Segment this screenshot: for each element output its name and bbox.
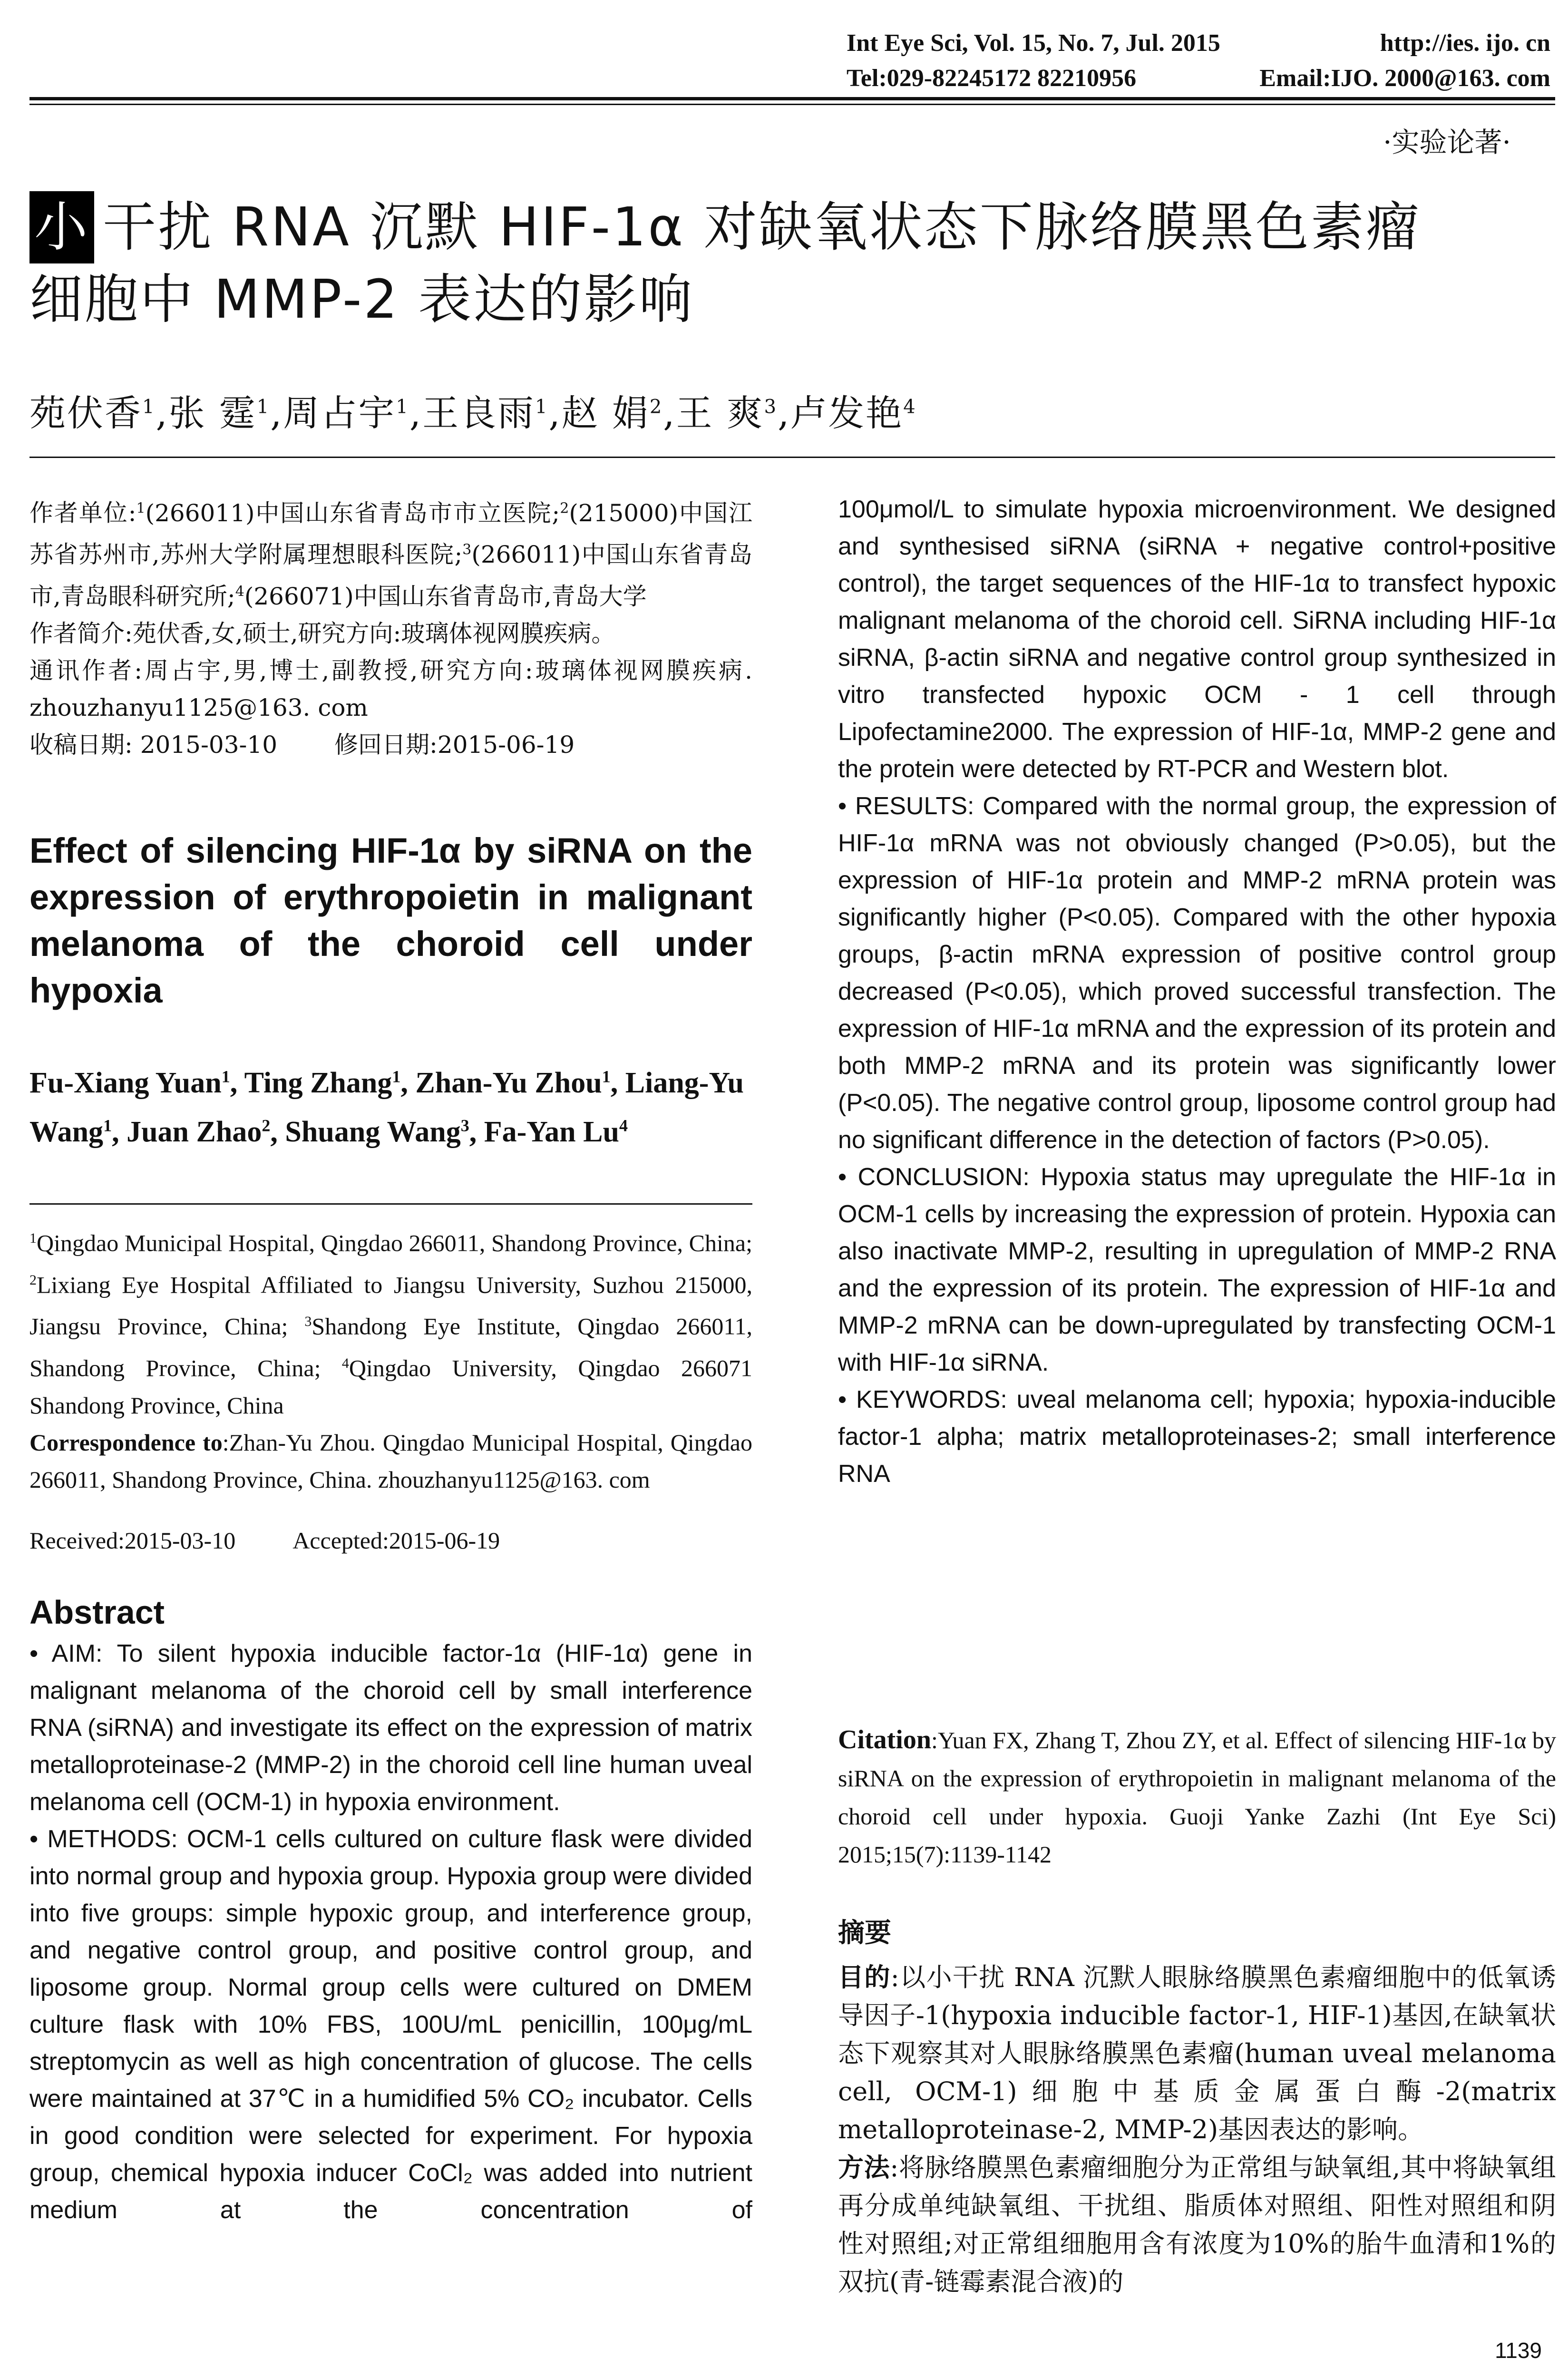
author-cn-affiliation-mark: 3	[764, 396, 778, 418]
abstract-keywords: • KEYWORDS: uveal melanoma cell; hypoxia; hypoxia-inducible factor-1 alpha; matrix metalloproteinases-2; small interference RNA	[838, 1386, 1556, 1488]
title-line2: 细胞中 MMP-2 表达的影响	[29, 269, 694, 331]
unit-mark: 1	[136, 500, 146, 516]
citation-label: Citation	[838, 1725, 931, 1754]
cn-aim-label: 目的	[838, 1962, 891, 1992]
cn-abstract	[838, 1958, 1556, 2301]
author-cn: 赵 娟$^2$	[561, 392, 663, 434]
header-rule-thin	[29, 104, 1555, 105]
author-cn: 周占宇$^1$	[283, 392, 409, 434]
author-en: Shuang Wang$^3$	[285, 1116, 469, 1149]
author-cn: 张 霆$^1$	[168, 392, 271, 434]
received-cn: 收稿日期: 2015-03-10	[29, 731, 278, 759]
journal-tel: Tel:029-82245172 82210956	[847, 65, 1137, 92]
author-cn-affiliation-mark: 2	[649, 396, 663, 418]
author-cn-affiliation-mark: 1	[142, 396, 156, 418]
header-rule-thick	[29, 97, 1555, 100]
authors-en: Fu-Xiang Yuan$^1$, Ting Zhang$^1$, Zhan-Yu Zhou$^1$, Liang-Yu Wang$^1$, Juan Zhao$^2$, Shuang Wang$^3$, Fa-Yan Lu$^4$	[29, 1066, 744, 1149]
affiliations-en: $^1$Qingdao Municipal Hospital, Qingdao 266011, Shandong Province, China; $^2$Lixiang Eye Hospital Affiliated to Jiangsu University, Suzhou 215000, Jiangsu Province, China; $^3$Shandong Eye Institute, Qingdao 266011, Shandong Province, China; $^4$Qingdao University, Qingdao 266071 Shandong Province, China Correspondence to:Zhan-Yu Zhou. Qingdao Municipal Hospital, Qingdao 266011, Shandong Province, China. zhouzhanyu1125@163. com	[29, 1229, 752, 1493]
authors-cn: 苑伏香$^1$,张 霆$^1$,周占宇$^1$,王良雨$^1$,赵 娟$^2$,王 爽$^3$,卢发艳$^4$	[29, 392, 917, 434]
abstract-aim: • AIM: To silent hypoxia inducible factor-1α (HIF-1α) gene in malignant melanoma of the choroid cell by small interference RNA (siRNA) and investigate its effect on the expression of matrix metalloproteinase-2 (MMP-2) in the choroid cell line human uveal melanoma cell (OCM-1) in hypoxia environment.	[29, 1640, 752, 1816]
journal-header	[847, 26, 1550, 96]
abstract-conclusion: • CONCLUSION: Hypoxia status may upregulate the HIF-1α in OCM-1 cells by increasing the expression of protein. Hypoxia can also inactivate MMP-2, resulting in upregulation of MMP-2 RNA and the expression of its protein. The expression of HIF-1α and MMP-2 mRNA can be down-upregulated by transfecting OCM-1 with HIF-1α siRNA.	[838, 1163, 1556, 1376]
author-en-affiliation-mark: 1	[221, 1067, 230, 1086]
unit-text: $^1$(266011)中国山东省青岛市市立医院;$^2$(215000)中国江苏省苏州市,苏州大学附属理想眼科医院;$^3$(266011)中国山东省青岛市,青岛眼科研究所;$^4$(266071)中国山东省青岛市,青岛大学	[29, 499, 752, 610]
received-en: Received:2015-03-10	[29, 1527, 236, 1554]
author-cn-affiliation-mark: 1	[535, 396, 549, 418]
author-cn: 王 爽$^3$	[676, 392, 778, 434]
journal-url[interactable]: http://ies. ijo. cn	[1380, 29, 1550, 57]
abstract-results: • RESULTS: Compared with the normal group, the expression of HIF-1α mRNA was not obviously changed (P>0.05), but the expression of HIF-1α protein and MMP-2 mRNA protein was significantly higher (P<0.05). Compared with the other hypoxia groups, β-actin mRNA expression of positive control group decreased (P<0.05), which proved successful transfection. The expression of HIF-1α mRNA and the expression of its protein and both MMP-2 mRNA and its protein was significantly lower (P<0.05). The negative control group, liposome control group had no significant difference in the detection of factors (P>0.05).	[838, 792, 1556, 1154]
author-en: Liang-Yu Wang$^1$	[29, 1066, 744, 1149]
author-cn: 苑伏香$^1$	[29, 392, 156, 434]
citation-text: :Yuan FX, Zhang T, Zhou ZY, et al. Effect of silencing HIF-1α by siRNA on the expression of erythropoietin in malignant melanoma of the choroid cell under hypoxia. Guoji Yanke Zazhi (Int Eye Sci) 2015;15(7):1139-1142	[838, 1727, 1556, 1868]
journal-line: Int Eye Sci, Vol. 15, No. 7, Jul. 2015	[847, 29, 1220, 57]
cn-abstract-aim	[838, 1958, 1556, 2149]
cn-aim-text: :以小干扰 RNA 沉默人眼脉络膜黑色素瘤细胞中的低氧诱导因子-1(hypoxia inducible factor-1, HIF-1)基因,在缺氧状态下观察其对人眼脉络膜黑色素瘤(human uveal melanoma cell, OCM-1)细胞中基质金属蛋白酶-2(matrix metalloproteinase-2, MMP-2)基因表达的影响。	[838, 1962, 1557, 2144]
abstract-methods-part1: • METHODS: OCM-1 cells cultured on culture flask were divided into normal group and hypoxia group. Hypoxia group were divided into five groups: simple hypoxic group, and interference group, and negative control group, and positive control group, and liposome group. Normal group cells were cultured on DMEM culture flask with 10% FBS, 100U/mL penicillin, 100μg/mL streptomycin as well as high concentration of glucose. The cells were maintained at 37℃ in a humidified 5% CO₂ incubator. Cells in good condition were selected for experiment. For hypoxia group, chemical hypoxia inducer CoCl₂ was added into nutrient medium at the concentration of	[29, 1825, 752, 2224]
author-en: Fu-Xiang Yuan$^1$	[29, 1066, 230, 1099]
unit-label: 作者单位:	[29, 499, 136, 527]
author-en: Fa-Yan Lu$^4$	[484, 1116, 628, 1149]
unit-mark: 3	[462, 541, 472, 558]
author-units	[29, 490, 752, 615]
abstract-right-column	[838, 491, 1556, 1492]
author-cn: 王良雨$^1$	[422, 392, 549, 434]
affiliation-rule	[29, 1203, 752, 1205]
cn-abstract-heading: 摘要	[838, 1918, 891, 1948]
english-title: Effect of silencing HIF-1α by siRNA on the expression of erythropoietin in malignant melanoma of the choroid cell under hypoxia	[29, 831, 752, 1010]
cn-abstract-methods	[838, 2149, 1556, 2301]
section-label: ·实验论著·	[1383, 126, 1511, 158]
abstract-methods-part2: 100μmol/L to simulate hypoxia microenvironment. We designed and synthesised siRNA (siRNA + negative control+positive control), the target sequences of the HIF-1α to transfect hypoxic malignant melanoma of the choroid cell. SiRNA including HIF-1α siRNA, β-actin siRNA and negative control group synthesized in vitro transfected hypoxic OCM - 1 cell through Lipofectamine2000. The expression of HIF-1α, MMP-2 gene and the protein were detected by RT-PCR and Western blot.	[838, 496, 1556, 783]
article-title	[29, 191, 1556, 336]
unit-mark: 4	[235, 583, 244, 600]
cn-methods-label: 方法	[838, 2153, 890, 2182]
journal-email[interactable]: Email:IJO. 2000@163. com	[1259, 65, 1550, 92]
author-en: Juan Zhao$^2$	[127, 1116, 271, 1149]
affiliation-4: Qingdao University, Qingdao 266071 Shandong Province, China	[29, 1354, 752, 1419]
abstract-heading: Abstract	[29, 1594, 165, 1631]
title-line1: 干扰 RNA 沉默 HIF-1α 对缺氧状态下脉络膜黑色素瘤	[103, 196, 1421, 258]
author-cn: 卢发艳$^4$	[790, 392, 917, 434]
affiliation-2: Lixiang Eye Hospital Affiliated to Jiangsu University, Suzhou 215000, Jiangsu Province, China;	[29, 1271, 752, 1340]
author-cn-affiliation-mark: 1	[256, 396, 271, 418]
correspondence-cn: 通讯作者:周占宇,男,博士,副教授,研究方向:玻璃体视网膜疾病. zhouzhanyu1125@163. com	[29, 656, 752, 721]
affiliation-1: Qingdao Municipal Hospital, Qingdao 266011, Shandong Province, China;	[37, 1229, 752, 1257]
author-en-affiliation-mark: 3	[460, 1116, 469, 1135]
revised-cn: 修回日期:2015-06-19	[334, 731, 575, 759]
author-en: Zhan-Yu Zhou$^1$	[415, 1066, 611, 1099]
author-bio: 作者简介:苑伏香,女,硕士,研究方向:玻璃体视网膜疾病。	[29, 619, 615, 647]
author-en-affiliation-mark: 4	[619, 1116, 628, 1135]
abstract-left-column	[29, 1635, 752, 2229]
accepted-en: Accepted:2015-06-19	[292, 1527, 500, 1554]
affiliation-3: Shandong Eye Institute, Qingdao 266011, Shandong Province, China;	[29, 1313, 752, 1382]
cn-methods-text: :将脉络膜黑色素瘤细胞分为正常组与缺氧组,其中将缺氧组再分成单纯缺氧组、干扰组、脂质体对照组、阳性对照组和阴性对照组;对正常组细胞用含有浓度为10%的胎牛血清和1%的双抗(青-链霉素混合液)的	[838, 2153, 1557, 2297]
dates-cn	[29, 726, 752, 763]
author-en-affiliation-mark: 1	[392, 1067, 401, 1086]
author-cn-affiliation-mark: 1	[396, 396, 409, 418]
title-rule	[29, 457, 1555, 458]
correspondence-text: :Zhan-Yu Zhou. Qingdao Municipal Hospital, Qingdao 266011, Shandong Province, China. zhouzhanyu1125@163. com	[29, 1429, 752, 1493]
author-en-affiliation-mark: 2	[262, 1116, 271, 1135]
unit-mark: 2	[560, 500, 569, 516]
author-en-affiliation-mark: 1	[103, 1116, 112, 1135]
dates-en	[29, 1522, 500, 1559]
author-en: Ting Zhang$^1$	[244, 1066, 401, 1099]
citation	[838, 1721, 1556, 1873]
correspondence-label: Correspondence to	[29, 1429, 223, 1456]
page-number: 1139	[1495, 2338, 1542, 2363]
author-en-affiliation-mark: 1	[602, 1067, 611, 1086]
cn-author-info	[29, 490, 752, 763]
title-first-char: 小	[29, 191, 94, 263]
author-cn-affiliation-mark: 4	[903, 396, 917, 418]
